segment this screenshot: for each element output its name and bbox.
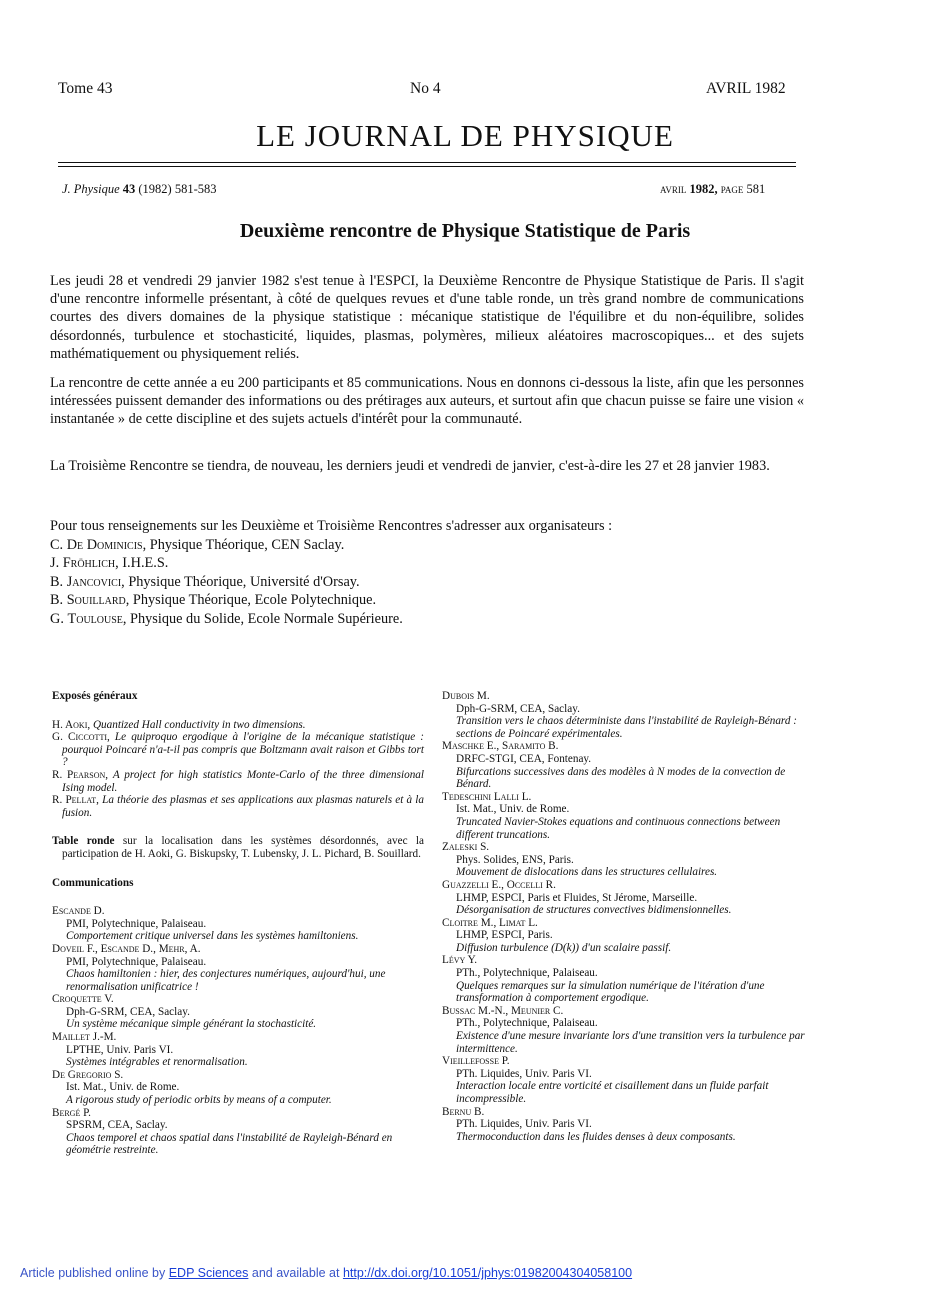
organizers-intro: Pour tous renseignements sur les Deuxième et Troisième Rencontres s'adresser aux organisateurs : [50,518,613,534]
issue-date: AVRIL 1982 [706,80,786,97]
citation-month: avril [660,182,687,196]
citation-journal: J. Physique [62,182,120,196]
publisher-link[interactable]: EDP Sciences [168,1266,249,1280]
organizer-item: G. Toulouse, Physique du Solide, Ecole Normale Supérieure. [50,610,403,627]
organizer-item: C. De Dominicis, Physique Théorique, CEN Saclay. [50,536,345,553]
citation-page-label: page [720,182,744,196]
participants-paragraph: La rencontre de cette année a eu 200 participants et 85 communications. Nous en donnons ci-dessous la liste, afin que les personnes intéressées puissent demander des informations ou des prétirages aux auteurs, et surtout afin que chacun puisse se faire une vision « instantanée » de cette discipline et des sujets actuels d'intérêt pour la communauté. [50,375,804,428]
next-meeting-paragraph: La Troisième Rencontre se tiendra, de nouveau, les derniers jeudi et vendredi de janvier, c'est-à-dire les 27 et 28 janvier 1983. [50,458,770,474]
table-ronde: Table ronde sur la localisation dans les systèmes désordonnés, avec la participation de H. Aoki, G. Biskupsky, T. Lubensky, J. L. Pichard, B. Souillard. [52,835,425,860]
communication-item: Maschke E., Saramito B. DRFC-STGI, CEA, Fontenay. Bifurcations successives dans des modèles à N modes de la convection de Bénard. [442,740,786,791]
communication-item: Croquette V. Dph-G-SRM, CEA, Saclay. Un système mécanique simple générant la stochasticité. [52,993,317,1031]
communication-item: Doveil F., Escande D., Mehr, A. PMI, Polytechnique, Palaiseau. Chaos hamiltonien : hier, des conjectures numériques, aujourd'hui, une renormalisation unificatrice ! [52,942,386,993]
citation-page: 581 [746,182,766,196]
citation-pages: (1982) 581-583 [138,182,217,196]
expose-item: R. Pearson, A project for high statistics Monte-Carlo of the three dimensional Ising model. [52,768,425,794]
journal-title: LE JOURNAL DE PHYSIQUE [256,118,674,153]
doi-link[interactable]: http://dx.doi.org/10.1051/jphys:01982004304058100 [342,1266,633,1280]
header-rule-double [58,166,796,167]
organizer-item: J. Fröhlich, I.H.E.S. [50,555,169,571]
communications-heading: Communications [52,876,134,889]
expose-item: H. Aoki, Quantized Hall conductivity in two dimensions. [52,718,306,731]
volume-label: Tome 43 [58,80,113,97]
expose-item: G. Ciccotti, Le quiproquo ergodique à l'origine de la mécanique statistique : pourquoi Poincaré n'a-t-il pas compris que Boltzmann avait raison et Gibbs tort ? [52,731,425,769]
citation-right [660,182,765,197]
expose-item: R. Pellat, La théorie des plasmas et ses applications aux plasmas naturels et à la fusion. [52,794,425,819]
citation-volume: 43 [122,182,136,196]
organizer-item: B. Jancovici, Physique Théorique, Université d'Orsay. [50,573,360,590]
communication-item: Zaleski S. Phys. Solides, ENS, Paris. Mouvement de dislocations dans les structures cellulaires. [442,841,718,879]
communication-item: Lévy Y. PTh., Polytechnique, Palaiseau. Quelques remarques sur la simulation numérique de l'itération d'une transformation à comportement ergodique. [442,954,765,1005]
communication-item: Escande D. PMI, Polytechnique, Palaiseau. Comportement critique universel dans les systèmes hamiltoniens. [52,905,359,943]
organizer-item: B. Souillard, Physique Théorique, Ecole Polytechnique. [50,592,377,608]
intro-paragraph: Les jeudi 28 et vendredi 29 janvier 1982 s'est tenue à l'ESPCI, la Deuxième Rencontre de Physique Statistique de Paris. Il s'agit d'une rencontre informelle présentant, à côté de quelques revues et d'une table ronde, un très grand nombre de communications courtes des divers domaines de la physique statistique : mécanique statistique de l'équilibre et du non-équilibre, solides désordonnés, turbulence et stochasticité, liquides, plasmas, polymères, milieux aléatoires macroscopiques... et des sujets mathématiquement ou physiquement reliés. [50,273,804,362]
communication-item: Tedeschini Lalli L. Ist. Mat., Univ. de Rome. Truncated Navier-Stokes equations and continuous connections between different truncations. [442,790,781,841]
citation-left [62,182,217,197]
publication-footer [20,1266,632,1280]
header-rule [58,162,796,163]
communication-item: Bernu B. PTh. Liquides, Univ. Paris VI. Thermoconduction dans les fluides denses à deux composants. [442,1105,736,1143]
issue-number: No 4 [410,80,441,97]
communication-item: Dubois M. Dph-G-SRM, CEA, Saclay. Transition vers le chaos déterministe dans l'instabilité de Rayleigh-Bénard : sections de Poincaré expérimentales. [442,690,797,740]
footer-prefix: Article published online by [20,1266,166,1280]
communication-item: Bergé P. SPSRM, CEA, Saclay. Chaos temporel et chaos spatial dans l'instabilité de Rayleigh-Bénard en géométrie restreinte. [52,1106,393,1157]
communication-item: Bussac M.-N., Meunier C. PTh., Polytechnique, Palaiseau. Existence d'une mesure invariante lors d'une transition vers la turbulence par intermittence. [442,1004,805,1055]
exposes-heading: Exposés généraux [52,690,138,702]
footer-middle: and available at [251,1266,340,1280]
communication-item: Guazzelli E., Occelli R. LHMP, ESPCI, Paris et Fluides, St Jérome, Marseille. Désorganisation de structures convectives bidimensionnelles. [442,878,732,917]
communication-item: Maillet J.-M. LPTHE, Univ. Paris VI. Systèmes intégrables et renormalisation. [52,1031,248,1069]
article-title: Deuxième rencontre de Physique Statistique de Paris [239,220,691,242]
communication-item: Vieillefosse P. PTh. Liquides, Univ. Paris VI. Interaction locale entre vorticité et cisaillement dans un fluide parfait incompressible. [442,1055,769,1105]
right-column [442,690,808,1143]
left-column [52,690,424,1157]
communication-item: De Gregorio S. Ist. Mat., Univ. de Rome. A rigorous study of periodic orbits by means of a computer. [52,1068,332,1107]
communication-item: Cloitre M., Limat L. LHMP, ESPCI, Paris. Diffusion turbulence (D(k)) d'un scalaire passif. [442,916,672,954]
citation-year: 1982, [689,182,718,196]
organizers-block [50,517,612,628]
